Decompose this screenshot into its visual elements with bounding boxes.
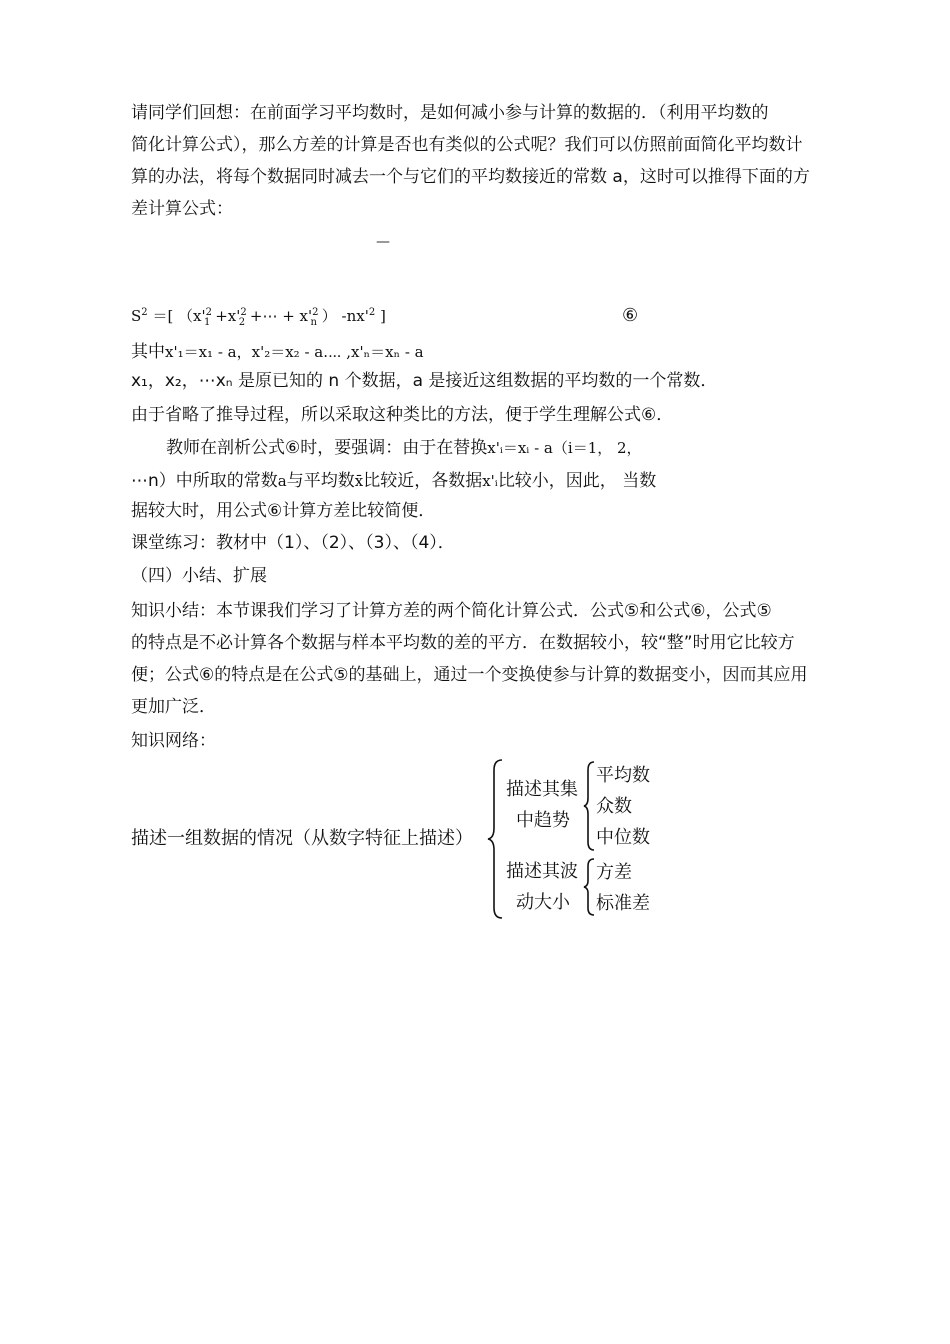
emphasis-text-f: 比较小，因此， 当数 — [497, 471, 657, 491]
vars-line: x₁，x₂，⋯xₙ 是原已知的 n 个数据，a 是接近这组数据的平均数的一个常数． — [131, 371, 718, 391]
summary-line-3: 便；公式⑥的特点是在公式⑤的基础上，通过一个变换使参与计算的数据变小，因而其应用 — [131, 665, 808, 685]
root-brace — [486, 758, 506, 920]
section-heading: （四）小结、扩展 — [131, 566, 267, 586]
intro-line-1: 请同学们回想：在前面学习平均数时，是如何减小参与计算的数据的．（利用平均数的 — [131, 103, 769, 123]
branch-2-line-1: 描述其波 — [506, 861, 578, 882]
branch-1-item-1: 平均数 — [596, 765, 650, 786]
exercise-line: 课堂练习：教材中（1）、（2）、（3）、（4）． — [131, 533, 455, 553]
emphasis-xbar: x̄ — [354, 472, 364, 490]
analogy-line: 由于省略了推导过程，所以采取这种类比的方法，便于学生理解公式⑥． — [131, 405, 674, 425]
summary-line-2: 的特点是不必计算各个数据与样本平均数的差的平方．在数据较小，较“整”时用它比较方 — [131, 633, 795, 653]
emphasis-text-e: 比较近，各数据 — [363, 471, 483, 491]
formula-6-mid2: +⋯ + x' — [249, 307, 313, 325]
branch-1-item-3: 中位数 — [596, 827, 650, 848]
formula-6-tail: ） -nx' — [321, 307, 369, 325]
emphasis-line-3: 据较大时，用公式⑥计算方差比较简便． — [131, 501, 436, 521]
summary-line-1: 知识小结：本节课我们学习了计算方差的两个简化计算公式．公式⑤和公式⑥，公式⑤ — [131, 601, 772, 621]
emphasis-line-1 — [166, 433, 642, 458]
network-label: 知识网络： — [131, 731, 216, 751]
emphasis-formula: x'ᵢ＝xᵢ - a — [487, 439, 553, 457]
emphasis-text-d: 与平均数 — [286, 471, 355, 491]
where-line — [131, 337, 424, 362]
formula-6-mid1: +x' — [215, 307, 241, 325]
formula-6-body: ＝[ （x' — [152, 307, 206, 325]
branch-2-line-2: 动大小 — [516, 892, 570, 913]
network-root: 描述一组数据的情况（从数字特征上描述） — [131, 828, 473, 849]
emphasis-text-a: 教师在剖析公式⑥时，要强调：由于在替换 — [166, 438, 488, 458]
branch-1-item-2: 众数 — [596, 796, 632, 817]
emphasis-text-c: ⋯n）中所取的常数 — [131, 471, 278, 491]
formula-6-lhs: S — [131, 307, 142, 325]
branch-1-line-1: 描述其集 — [506, 779, 578, 800]
emphasis-text-b: （i＝1， 2， — [552, 439, 642, 457]
formula-6-label: ⑥ — [622, 305, 639, 326]
branch-1-brace — [582, 760, 596, 852]
emphasis-xi: x'ᵢ — [482, 472, 498, 490]
summary-line-4: 更加广泛． — [131, 697, 216, 717]
where-prefix: 其中 — [131, 342, 165, 362]
intro-line-4: 差计算公式： — [131, 199, 233, 219]
overline-mark: — — [376, 234, 390, 250]
formula-6-end: ] — [380, 307, 386, 325]
branch-2-item-2: 标准差 — [596, 893, 650, 914]
branch-2-brace — [582, 857, 596, 917]
intro-line-3: 算的办法，将每个数据同时减去一个与它们的平均数接近的常数 a，这时可以推得下面的方 — [131, 167, 810, 187]
emphasis-var-a: a — [277, 472, 287, 490]
intro-line-2: 简化计算公式），那么方差的计算是否也有类似的公式呢？我们可以仿照前面简化平均数计 — [131, 135, 803, 155]
where-formula: x'₁＝x₁ - a，x'₂＝x₂ - a.⋯ ,x'ₙ＝xₙ - a — [165, 343, 424, 361]
emphasis-line-2 — [131, 466, 656, 491]
branch-2-item-1: 方差 — [596, 862, 632, 883]
formula-6: $S^2$ ＝[ （$x'^2_1 +x'^2_2$ +⋯ + $x'^2_n$ ） $-nx'^2$ ] — [131, 307, 386, 328]
branch-1-line-2: 中趋势 — [516, 810, 570, 831]
